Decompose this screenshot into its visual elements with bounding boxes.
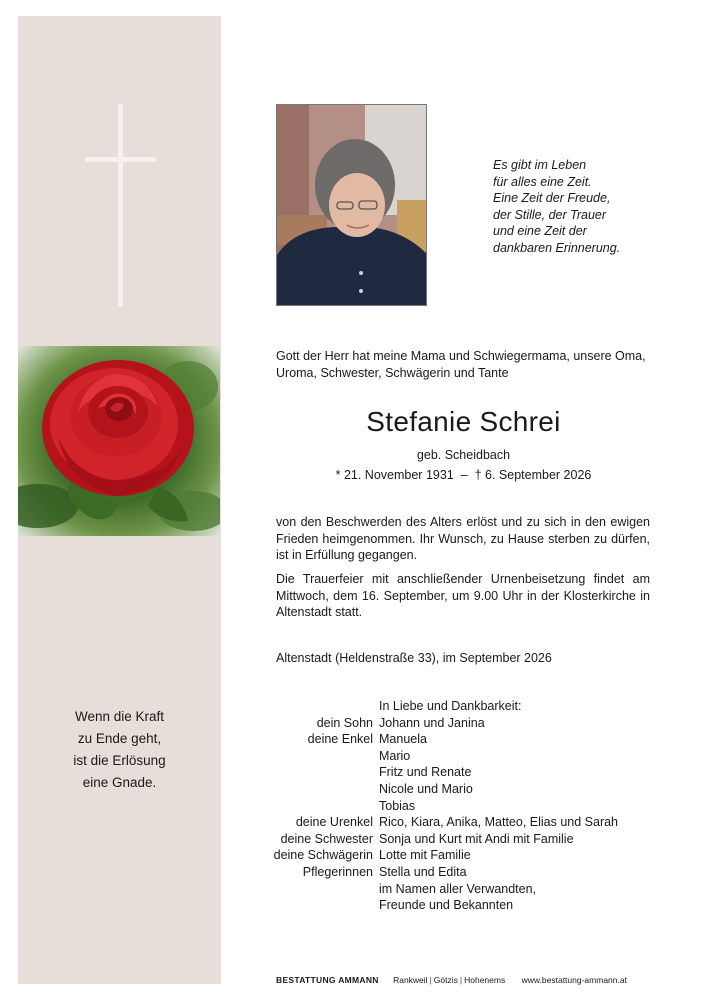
mourner-names: Johann und Janina: [379, 715, 485, 730]
mourner-row: [260, 764, 680, 781]
footer-location: Rankweil: [393, 975, 428, 985]
quote-line: dankbaren Erinnerung.: [493, 240, 621, 255]
life-dates: * 21. November 1931 – † 6. September 2026: [335, 468, 592, 482]
mourner-row: [260, 731, 680, 748]
verse-line: ist die Erlösung: [73, 753, 166, 768]
mourner-names: Nicole und Mario: [379, 781, 473, 796]
deceased-name: Stefanie Schrei: [366, 406, 561, 437]
mourner-names: Mario: [379, 748, 411, 763]
mourner-row: [260, 847, 680, 864]
mourner-row: [260, 781, 680, 798]
mourner-row: [260, 715, 680, 732]
intro-line: Gott der Herr hat meine Mama und Schwiegermama, unsere Oma,: [276, 349, 646, 363]
mourner-names: Fritz und Renate: [379, 765, 472, 780]
footer-brand-prefix: BESTATTUNG: [276, 975, 336, 985]
mourner-names: Sonja und Kurt mit Andi mit Familie: [379, 831, 574, 846]
mourner-relation: deine Schwägerin: [273, 848, 373, 863]
birth-name: geb. Scheidbach: [416, 448, 511, 462]
mourner-relation: [260, 764, 379, 781]
mourner-names: Stella und Edita: [379, 864, 467, 879]
quote-line: der Stille, der Trauer: [493, 207, 607, 222]
mourner-relation: [260, 897, 379, 914]
footer-separator: |: [459, 975, 463, 985]
mourner-relation: [260, 781, 379, 798]
cross-icon-bar: [85, 157, 156, 162]
body-paragraph-2: Die Trauerfeier mit anschließender Urnenbeisetzung findet am Mittwoch, dem 16. September, um 9.00 Uhr in der Klosterkirche in Altenstadt statt.: [276, 572, 650, 619]
intro-text: [276, 348, 656, 382]
quote-line: für alles eine Zeit.: [493, 174, 592, 189]
cross-icon: [118, 104, 123, 307]
mourner-names: Freunde und Bekannten: [379, 898, 514, 913]
mourner-row: [260, 864, 680, 881]
mourner-row: [260, 798, 680, 815]
mourner-relation: [260, 881, 379, 898]
mourner-row: [260, 897, 680, 914]
portrait-photo: [276, 104, 427, 306]
footer-location: Hohenems: [464, 975, 506, 985]
rose-image: [18, 346, 220, 536]
mourner-relation: deine Schwester: [280, 831, 373, 846]
intro-line: Uroma, Schwester, Schwägerin und Tante: [276, 366, 509, 380]
body-paragraph-1: von den Beschwerden des Alters erlöst und zu sich in den ewigen Frieden heimgenommen. Ihr Wunsch, zu Hause sterben zu dürfen, ist in Erfüllung gegangen.: [276, 515, 650, 562]
mourner-relation: [260, 798, 379, 815]
footer: [276, 974, 676, 986]
mourner-names: Tobias: [379, 798, 416, 813]
footer-location: Götzis: [433, 975, 458, 985]
footer-separator: |: [429, 975, 432, 985]
mourner-relation: Pflegerinnen: [302, 864, 373, 879]
verse-line: eine Gnade.: [82, 775, 157, 790]
mourners-heading-row: [260, 698, 680, 715]
portrait-illustration: [277, 105, 427, 306]
verse-line: zu Ende geht,: [77, 731, 162, 746]
quote-line: Es gibt im Leben: [493, 158, 587, 172]
quote-line: und eine Zeit der: [493, 224, 587, 239]
mourner-names: Manuela: [379, 732, 427, 747]
mourner-relation: deine Enkel: [307, 732, 373, 747]
mourner-relation: dein Sohn: [316, 715, 373, 730]
mourner-row: [260, 748, 680, 765]
verse-line: Wenn die Kraft: [74, 709, 165, 724]
mourner-names: Lotte mit Familie: [379, 848, 471, 863]
footer-brand-name: AMMANN: [338, 975, 379, 985]
mourner-names: Rico, Kiara, Anika, Matteo, Elias und Sarah: [379, 815, 619, 830]
mourner-relation: deine Urenkel: [295, 815, 373, 830]
mourner-relation: [260, 748, 379, 765]
mourners-heading: In Liebe und Dankbarkeit:: [379, 699, 522, 713]
mourners-list: [260, 698, 680, 914]
sidebar-verse: [18, 706, 221, 794]
mourner-row: [260, 881, 680, 898]
mourner-names: im Namen aller Verwandten,: [379, 881, 537, 896]
quote-line: Eine Zeit der Freude,: [493, 191, 611, 206]
mourner-row: [260, 814, 680, 831]
footer-brand: [276, 975, 379, 985]
rose-illustration: [18, 346, 220, 536]
place-date: Altenstadt (Heldenstraße 33), im September 2026: [276, 651, 552, 665]
mourner-row: [260, 831, 680, 848]
footer-website: www.bestattung-ammann.at: [521, 975, 627, 985]
quote-block: [493, 157, 693, 257]
